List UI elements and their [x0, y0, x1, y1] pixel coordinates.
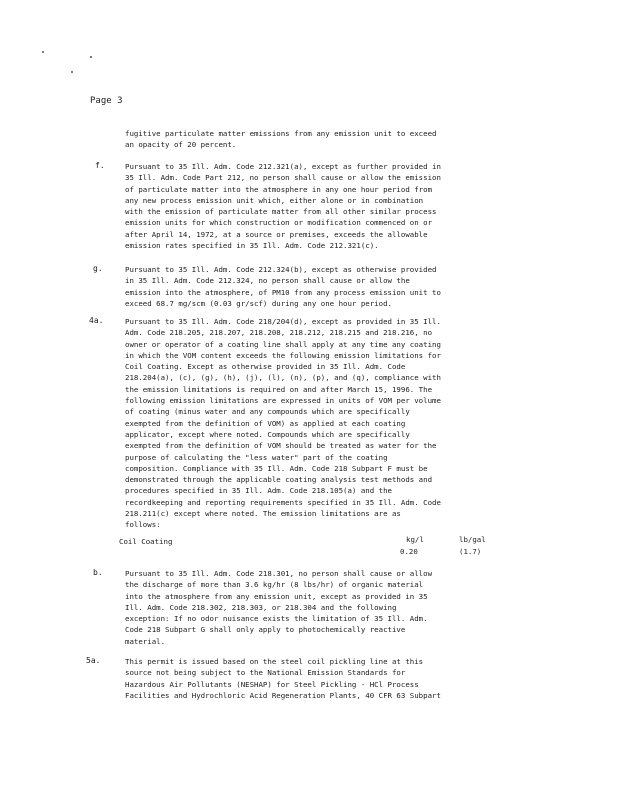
page-number: Page 3	[90, 96, 123, 106]
scan-speck	[90, 56, 92, 58]
text-line: any new process emission unit which, either alone or in combination	[125, 195, 424, 205]
text-line: emission into the atmosphere, of PM10 from any process emission unit to	[125, 287, 441, 297]
text-line: 218.211(c) except where noted. The emission limitations are as	[125, 509, 401, 519]
paragraph-b	[125, 568, 432, 647]
text-line: Pursuant to 35 Ill. Adm. Code 218.301, no person shall cause or allow	[125, 569, 433, 578]
table-cell-lb-gal: (1.7)	[459, 547, 482, 556]
text-line: source not being subject to the National Emission Standards for	[125, 668, 406, 678]
paragraph-label-g: g.	[93, 264, 103, 273]
text-line: composition. Compliance with 35 Ill. Adm. Code 218 Subpart F must be	[125, 463, 428, 473]
paragraph-4a	[125, 316, 441, 531]
table-header-kg-l: kg/l	[406, 535, 424, 544]
text-line: fugitive particulate matter emissions from any emission unit to exceed	[125, 129, 437, 138]
text-line: Adm. Code 218.205, 218.207, 218.208, 218.212, 218.215 and 218.216, no	[125, 328, 433, 338]
text-line: Pursuant to 35 Ill. Adm. Code 218/204(d), except as provided in 35 Ill.	[125, 317, 441, 326]
paragraph-5a	[125, 656, 441, 701]
text-line: procedures specified in 35 Ill. Adm. Code 218.105(a) and the	[125, 486, 392, 496]
text-line: in 35 Ill. Adm. Code 212.324, no person shall cause or allow the	[125, 276, 410, 286]
text-line: This permit is issued based on the steel coil pickling line at this	[125, 657, 424, 666]
text-line: the emission limitations is required on and after March 15, 1996. The	[125, 384, 433, 394]
text-line: owner or operator of a coating line shall apply at any time any coating	[125, 339, 441, 349]
text-line: into the atmosphere from any emission unit, except as provided in 35	[125, 591, 428, 601]
text-line: 35 Ill. Adm. Code Part 212, no person shall cause or allow the emission	[125, 173, 441, 183]
paragraph-label-5a: 5a.	[86, 656, 101, 665]
text-line: Pursuant to 35 Ill. Adm. Code 212.324(b), except as otherwise provided	[125, 265, 437, 274]
text-line: the discharge of more than 3.6 kg/hr (8 lbs/hr) of organic material	[125, 580, 424, 590]
text-line: Coil Coating. Except as otherwise provided in 35 Ill. Adm. Code	[125, 362, 406, 372]
text-line: follows:	[125, 520, 161, 530]
text-line: exempted from the definition of VOM) as applied at each coating	[125, 418, 406, 428]
text-line: purpose of calculating the "less water" part of the coating	[125, 452, 388, 462]
text-line: material.	[125, 636, 166, 646]
text-line: Hazardous Air Pollutants (NESHAP) for Steel Pickling - HCl Process	[125, 679, 419, 689]
text-line: after April 14, 1972, at a source or premises, exceeds the allowable	[125, 229, 428, 239]
table-cell-kg-l: 0.20	[400, 547, 418, 556]
table-cell-category: Coil Coating	[119, 537, 173, 546]
text-line: with the emission of particulate matter from all other similar process	[125, 207, 437, 217]
text-line: exceed 68.7 mg/scm (0.03 gr/scf) during any one hour period.	[125, 298, 392, 308]
text-line: Ill. Adm. Code 218.302, 218.303, or 218.304 and the following	[125, 602, 397, 612]
text-line: Pursuant to 35 Ill. Adm. Code 212.321(a), except as further provided in	[125, 162, 441, 171]
text-line: recordkeeping and reporting requirements specified in 35 Ill. Adm. Code	[125, 497, 441, 507]
text-line: emission units for which construction or modification commenced on or	[125, 218, 433, 228]
paragraph-g	[125, 264, 441, 309]
text-line: Facilities and Hydrochloric Acid Regeneration Plants, 40 CFR 63 Subpart	[125, 690, 441, 700]
continuation-text	[125, 128, 436, 151]
text-line: applicator, except where noted. Compounds which are specifically	[125, 429, 410, 439]
text-line: of coating (minus water and any compounds which are specifically	[125, 407, 410, 417]
text-line: emission rates specified in 35 Ill. Adm. Code 212.321(c).	[125, 241, 379, 251]
paragraph-f	[125, 161, 441, 251]
text-line: demonstrated through the applicable coating analysis test methods and	[125, 475, 433, 485]
text-line: following emission limitations are expressed in units of VOM per volume	[125, 396, 441, 406]
text-line: in which the VOM content exceeds the following emission limitations for	[125, 350, 441, 360]
text-line: of particulate matter into the atmosphere in any one hour period from	[125, 184, 433, 194]
scan-speck	[42, 51, 44, 53]
text-line: an opacity of 20 percent.	[125, 140, 237, 150]
text-line: Code 218 Subpart G shall only apply to photochemically reactive	[125, 625, 406, 635]
paragraph-label-f: f.	[95, 161, 105, 170]
text-line: exception: If no odor nuisance exists the limitation of 35 Ill. Adm.	[125, 614, 428, 624]
paragraph-label-4a: 4a.	[89, 316, 104, 325]
text-line: 218.204(a), (c), (g), (h), (j), (l), (n), (p), and (q), compliance with	[125, 373, 441, 383]
text-line: exempted from the definition of VOM should be treated as water for the	[125, 441, 437, 451]
scan-speck	[71, 71, 73, 73]
paragraph-label-b: b.	[93, 568, 103, 577]
table-header-lb-gal: lb/gal	[459, 535, 486, 544]
